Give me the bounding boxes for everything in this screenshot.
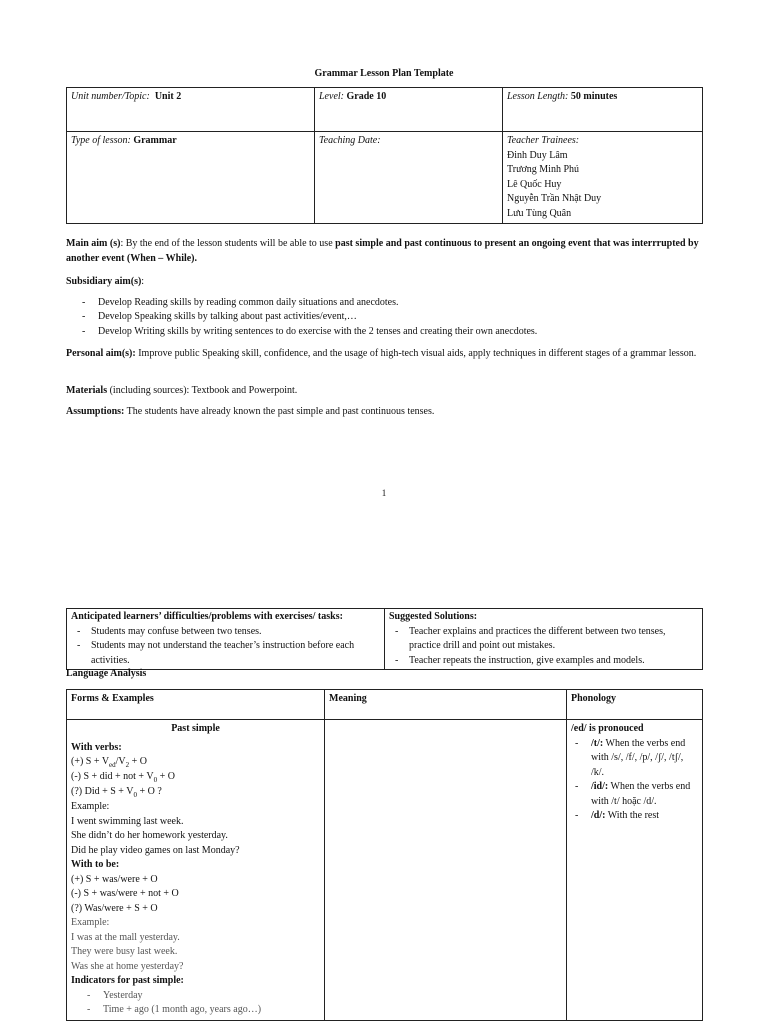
tobe-example: They were busy last week. <box>71 946 178 958</box>
example-sentence: I went swimming last week. <box>71 815 184 827</box>
example-sentence: She didn’t do her homework yesterday. <box>71 830 228 842</box>
main-aim-bold-text: past simple and past continuous to present an ongoing event that was interrrupted by another event (When – While). <box>66 238 699 264</box>
list-item: - Time + ago (1 month ago, years ago…) <box>71 1003 320 1018</box>
solutions-cell <box>385 609 703 670</box>
language-analysis-table <box>66 689 703 1021</box>
main-aim <box>66 237 706 266</box>
list-item: - Develop Speaking skills by talking about past activities/event,… <box>66 310 706 325</box>
unit-label: Unit number/Topic: <box>71 91 150 102</box>
personal-aims <box>66 347 706 362</box>
length-value: 50 minutes <box>570 91 618 102</box>
personal-label: Personal aim(s): <box>66 348 136 359</box>
list-item: - Develop Writing skills by writing sentences to do exercise with the 2 tenses and creating their own anecdotes. <box>66 325 706 340</box>
list-item: - /d/: With the rest <box>571 809 698 824</box>
assumptions-text: The students have already known the past simple and past continuous tenses. <box>124 406 435 417</box>
with-verbs-label: With verbs: <box>71 741 122 753</box>
example-sentence: Did he play video games on last Monday? <box>71 844 240 856</box>
assumptions-label: Assumptions: <box>66 406 125 417</box>
level-value: Grade 10 <box>346 91 387 102</box>
level-label: Level: <box>319 91 344 102</box>
main-aim-text: : By the end of the lesson students will be able to use <box>120 238 336 249</box>
type-label: Type of lesson: <box>71 135 131 146</box>
subsidiary-label: Subsidiary aim(s) <box>66 276 142 287</box>
list-item: - /id/: When the verbs end with /t/ hoặc /d/. <box>571 780 698 809</box>
phonology-list <box>571 737 698 824</box>
list-item: - Students may confuse between two tenses. <box>71 625 380 640</box>
unit-value: Unit 2 <box>154 91 182 102</box>
tobe-example: Was she at home yesterday? <box>71 960 184 972</box>
list-item: - Students may not understand the teacher’s instruction before each activities. <box>71 639 380 668</box>
subsidiary-list <box>66 296 706 340</box>
list-item: - Teacher repeats the instruction, give examples and models. <box>389 654 698 669</box>
materials <box>66 384 706 399</box>
form-positive: (+) $S + V_{ed}/V_2 + O$ <box>71 756 148 769</box>
subsidiary-aims <box>66 275 706 339</box>
type-value: Grammar <box>133 135 177 146</box>
length-cell <box>503 88 703 132</box>
main-aim-label: Main aim (s) <box>66 238 121 249</box>
trainee-name: Trương Minh Phú <box>507 164 580 175</box>
language-analysis-title: Language Analysis <box>66 668 147 679</box>
list-item: - Teacher explains and practices the different between two tenses, practice drill and point out mistakes. <box>389 625 698 654</box>
date-cell <box>315 132 503 224</box>
past-simple-heading: Past simple <box>171 723 220 734</box>
difficulties-header: Anticipated learners’ difficulties/problems with exercises/ tasks: <box>71 611 343 622</box>
solutions-header: Suggested Solutions: <box>389 611 478 622</box>
example-label: Example: <box>71 801 110 813</box>
forms-header: Forms & Examples <box>67 690 325 720</box>
level-cell <box>315 88 503 132</box>
date-label: Teaching Date: <box>319 135 381 146</box>
tobe-form: (-) S + was/were + not + O <box>71 888 179 900</box>
meaning-header: Meaning <box>325 690 567 720</box>
phonology-cell <box>567 720 703 1021</box>
trainee-name: Đinh Duy Lâm <box>507 149 568 161</box>
with-to-be-label: With to be: <box>71 859 120 871</box>
phonology-header: Phonology <box>567 690 703 720</box>
document-title: Grammar Lesson Plan Template <box>314 68 454 79</box>
lesson-info-table <box>66 87 703 224</box>
difficulties-list <box>71 625 380 669</box>
length-label: Lesson Length: <box>507 91 569 102</box>
form-negative: (-) S + did + not + $V_0 + O$ <box>71 771 175 785</box>
subsidiary-suffix: : <box>141 276 145 287</box>
example-label-2: Example: <box>71 917 110 929</box>
trainees-label: Teacher Trainees: <box>507 135 580 146</box>
list-item: - /t/: When the verbs end with /s/, /f/, /p/, /ʃ/, /tʃ/, /k/. <box>571 737 698 781</box>
personal-text: Improve public Speaking skill, confidence, and the usage of high-tech visual aids, apply techniques in different stages of a grammar lesson. <box>135 348 697 359</box>
tobe-example: I was at the mall yesterday. <box>71 931 180 943</box>
ed-pronounced-heading: /ed/ is pronouced <box>571 723 644 734</box>
type-cell <box>67 132 315 224</box>
trainee-name: Nguyễn Trần Nhật Duy <box>507 193 602 204</box>
tobe-form: (+) S + was/were + O <box>71 873 158 885</box>
tobe-form: (?) Was/were + S + O <box>71 902 158 914</box>
difficulties-cell <box>67 609 385 670</box>
list-item: - Develop Reading skills by reading common daily situations and anecdotes. <box>66 296 706 311</box>
trainees-cell <box>503 132 703 224</box>
form-question: (?) Did + $S + V_0 + O$ ? <box>71 786 162 800</box>
unit-cell <box>67 88 315 132</box>
indicators-list <box>71 989 320 1018</box>
page-number: 1 <box>381 488 387 498</box>
indicators-label: Indicators for past simple: <box>71 975 184 987</box>
trainee-name: Lưu Tùng Quân <box>507 207 572 219</box>
list-item: - Yesterday <box>71 989 320 1004</box>
assumptions <box>66 405 706 420</box>
materials-label: Materials <box>66 385 108 396</box>
forms-cell <box>67 720 325 1021</box>
difficulties-table <box>66 608 703 670</box>
materials-text: (including sources): Textbook and Powerpoint. <box>107 385 298 396</box>
trainee-name: Lê Quốc Huy <box>507 178 562 190</box>
solutions-list <box>389 625 698 669</box>
meaning-cell <box>325 720 567 1021</box>
